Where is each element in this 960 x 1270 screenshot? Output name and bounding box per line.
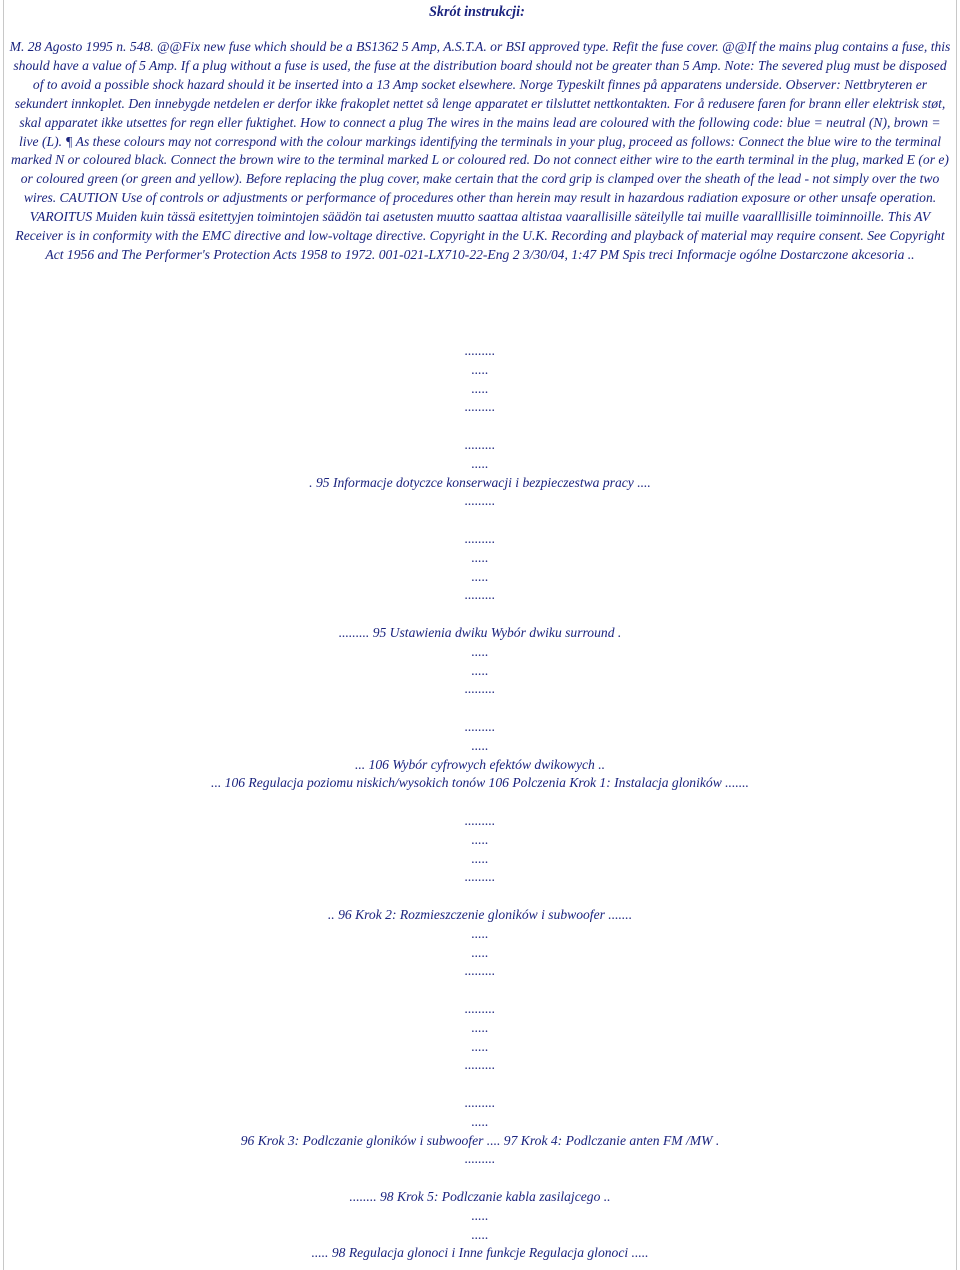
toc-line: ..... xyxy=(471,568,489,584)
toc-line: ......... xyxy=(464,1001,496,1016)
toc-line: ......... xyxy=(464,437,496,452)
toc-line: ..... xyxy=(471,380,489,396)
toc-line: ......... xyxy=(464,1095,496,1110)
toc-line: ..... xyxy=(471,662,489,678)
toc-line: 96 Krok 3: Podlczanie gloników i subwoofer .... 97 Krok 4: Podlczanie anten FM /MW . xyxy=(240,1132,720,1148)
toc-line: .. 96 Krok 2: Rozmieszczenie gloników i subwoofer ....... xyxy=(327,907,633,922)
toc-line: ..... 98 Regulacja glonoci i Inne funkcje Regulacja glonoci ..... xyxy=(311,1245,649,1261)
document-title: Skrót instrukcji: xyxy=(429,4,525,20)
toc-line: ......... xyxy=(464,1151,496,1167)
toc-line: ......... xyxy=(464,1057,496,1073)
toc-line: ......... xyxy=(464,399,496,415)
toc-line: ......... xyxy=(464,531,496,546)
intro-paragraph: M. 28 Agosto 1995 n. 548. @@Fix new fuse which should be a BS1362 5 Amp, A.S.T.A. or BSI approved type. Refit the fuse cover. @@If the mains plug contains a fuse, this should have a value of 5 Amp. If a plug without a fuse is used, the fuse at the distribution board should not be greater than 5 Amp. Note: The severed plug must be disposed of to avoid a possible shock hazard should it be inserted into a 13 Amp socket elsewhere. Norge Typeskilt finnes på apparatens underside. Observer: Nettbryteren er sekundert innkoplet. Den innebygde netdelen er derfor ikke frakoplet nettet så lenge apparatet er tilsluttet nettkontakten. For å redusere faren for brann eller elektrisk støt, skal apparatet ikke utsettes for regn eller fuktighet. How to connect a plug The wires in the mains lead are coloured with the following code: blue = neutral (N), brown = live (L). ¶ As these colours may not correspond with the colour markings identifying the terminals in your plug, proceed as follows: Connect the blue wire to the terminal marked N or coloured black. Connect the brown wire to the terminal marked L or coloured red. Do not connect either wire to the earth terminal in the plug, marked E (or e) or coloured green (or green and yellow). Before replacing the plug cover, make certain that the cord grip is clamped over the sheath of the lead - not simply over the two wires. CAUTION Use of controls or adjustments or performance of procedures other than herein may result in hazardous radiation exposure or other unsafe operation. VAROITUS Muiden kuin tässä esitettyjen toimintojen säädön tai asetusten muutto saattaa altistaa vaarallisille säteilylle tai muille vaaralllisille toiminnoille. This AV Receiver is in conformity with the EMC directive and low-voltage directive. Copyright in the U.K. Recording and playback of material may require consent. See Copyright Act 1956 and The Performer's Protection Acts 1958 to 1972. 001-021-LX710-22-Eng 2 3/30/04, 1:47 PM Spis treci Informacje ogólne Dostarczone akcesoria .. xyxy=(9,39,951,262)
toc-line: ......... xyxy=(464,493,496,509)
toc-line: ......... xyxy=(464,587,496,603)
toc-line: ..... xyxy=(471,831,489,847)
toc-line: ..... xyxy=(471,549,489,565)
toc-line: ..... xyxy=(471,925,489,941)
toc-line: ......... xyxy=(464,963,496,979)
toc-line: ..... xyxy=(471,361,489,377)
toc-line: . 95 Informacje dotyczce konserwacji i bezpieczestwa pracy .... xyxy=(309,474,651,490)
toc-line: ..... xyxy=(471,1019,489,1035)
toc-line: ..... xyxy=(471,455,489,471)
toc-line: ... 106 Regulacja poziomu niskich/wysokich tonów 106 Polczenia Krok 1: Instalacja gloników ....... xyxy=(211,775,749,791)
toc-line: ..... xyxy=(471,737,489,753)
toc-line: ......... 95 Ustawienia dwiku Wybór dwiku surround . xyxy=(338,625,622,640)
toc-line: ..... xyxy=(471,643,489,659)
toc-line: ..... xyxy=(471,850,489,866)
toc-line: ......... xyxy=(464,343,496,358)
toc-line: ..... xyxy=(471,1113,489,1129)
toc-line: ..... xyxy=(471,1226,489,1242)
toc-line: ......... xyxy=(464,869,496,885)
toc-line: ..... xyxy=(471,944,489,960)
toc-line: ... 106 Wybór cyfrowych efektów dwikowych .. xyxy=(354,756,606,772)
toc-line: ......... xyxy=(464,719,496,734)
toc-line: ........ 98 Krok 5: Podlczanie kabla zasilajcego .. xyxy=(349,1189,611,1204)
toc-line: ......... xyxy=(464,813,496,828)
toc-line: ..... xyxy=(471,1207,489,1223)
toc-line: ..... xyxy=(471,1038,489,1054)
toc-line: ......... xyxy=(464,681,496,697)
